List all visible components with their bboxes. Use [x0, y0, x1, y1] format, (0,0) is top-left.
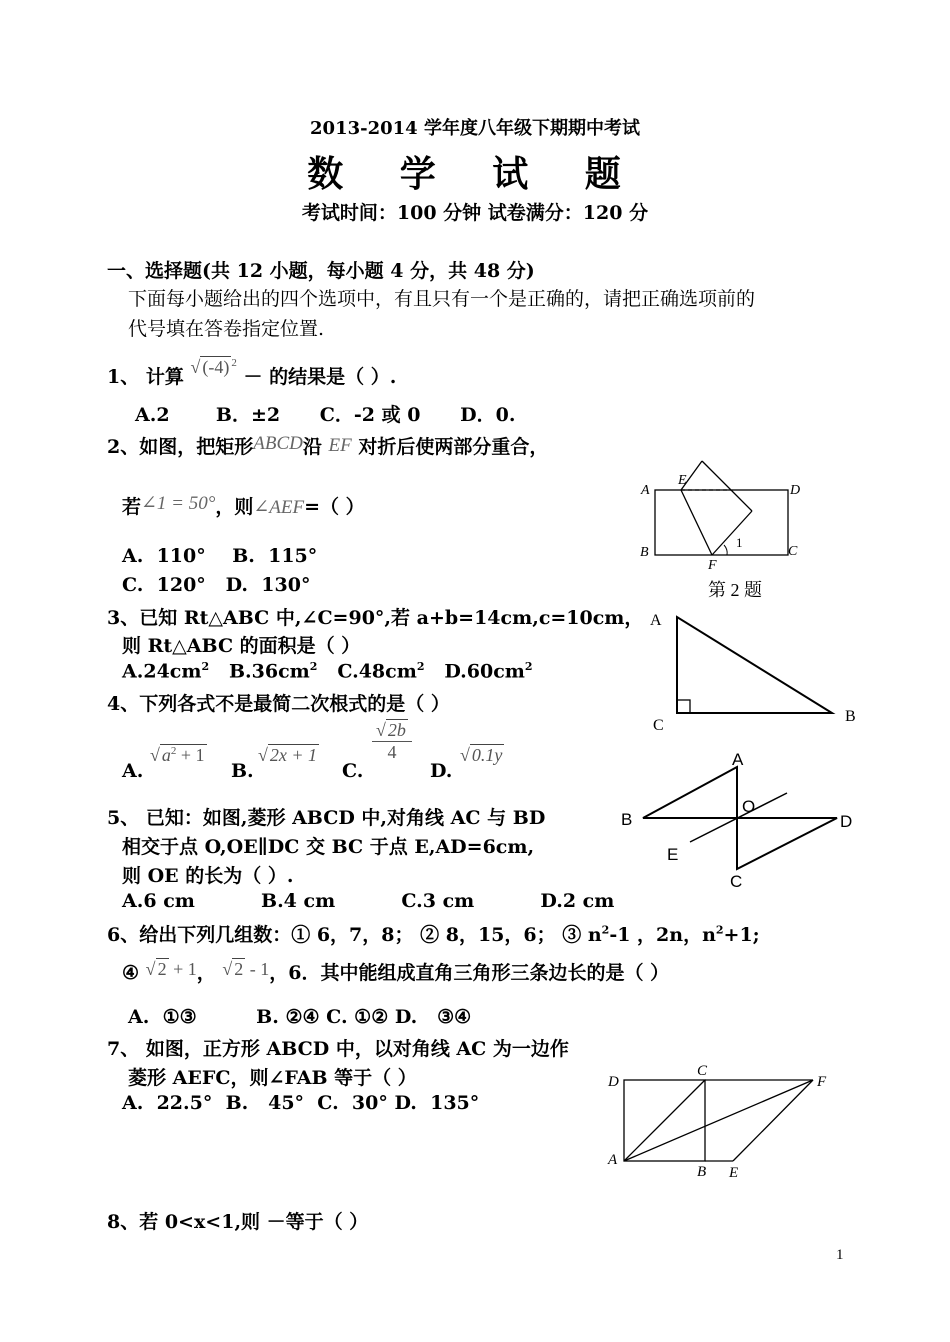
- q1-radical: √ (-4) $^2$: [190, 357, 237, 377]
- q5-label-o: O: [742, 797, 756, 816]
- q6-line2: ④ √ 2 + 1， √ 2 - 1，6．其中能组成直角三角形三条边长的是（ ）: [122, 959, 670, 984]
- q5-line3: 则 OE 的长为（ ）.: [122, 865, 294, 887]
- q2-label-c: C: [788, 544, 798, 559]
- q2-label-e: E: [678, 473, 687, 488]
- q2-condition: 若∠1 = 50°，则∠AEF=（ ）: [122, 493, 365, 518]
- q7-figure: [600, 1060, 845, 1185]
- q5-line2: 相交于点 O,OE∥DC 交 BC 于点 E,AD=6cm,: [122, 836, 535, 858]
- q5-label-b: B: [621, 810, 633, 829]
- q2-label-d: D: [790, 483, 801, 498]
- q5-options: A.6 cm B.4 cm C.3 cm D.2 cm: [122, 890, 615, 912]
- q8-stem: 8、若 0<x<1,则 －等于（ ）: [107, 1211, 369, 1233]
- q6-line1: 6、给出下列几组数：① 6，7，8； ② 8，15，6； ③ $n^2-1$ ，2n，$n^2+1$;: [107, 923, 760, 946]
- q2-label-a: A: [641, 483, 650, 498]
- page-number: 1: [836, 1247, 844, 1263]
- q2-options-1: A. 110° B. 115°: [122, 545, 318, 567]
- q3-figure: [640, 605, 870, 735]
- q5-label-a: A: [732, 750, 744, 769]
- q3-line2: 则 Rt△ABC 的面积是（ ）: [122, 635, 361, 657]
- q3-label-b: B: [845, 708, 856, 725]
- q7-options: A. 22.5° B. 45° C. 30° D. 135°: [122, 1092, 480, 1114]
- q4-option-a-label: A.: [122, 760, 144, 782]
- question-2: 2、如图，把矩形ABCD沿 EF 对折后使两部分重合，: [107, 433, 549, 458]
- q7-label-b: B: [697, 1164, 707, 1180]
- q6-root-plus: √ 2 + 1: [145, 959, 197, 979]
- page-title: 数 学 试 题: [307, 153, 643, 195]
- q4-option-d-expr: √ 0.1y: [460, 745, 503, 765]
- q4-option-a-expr: √ $a^2 + 1$: [150, 745, 205, 765]
- q2-label-angle1: 1: [736, 535, 743, 550]
- question-1: [107, 357, 397, 389]
- q5-line1: 5、 已知：如图,菱形 ABCD 中,对角线 AC 与 BD: [107, 807, 546, 829]
- q3-label-a: A: [650, 612, 662, 629]
- q4-option-c-label: C.: [342, 760, 364, 782]
- q1-prefix: 1、 计算: [107, 366, 184, 388]
- q6-root-minus: √ 2 - 1: [222, 959, 270, 979]
- q7-label-d: D: [608, 1074, 619, 1090]
- q2-label-b: B: [640, 545, 649, 560]
- q7-label-c: C: [697, 1063, 708, 1079]
- q2-figure-caption: 第 2 题: [708, 580, 762, 600]
- q3-label-c: C: [653, 717, 664, 734]
- q4-option-c-expr: √ 2b 4: [372, 720, 412, 763]
- q7-label-e: E: [729, 1165, 739, 1181]
- q7-label-f: F: [817, 1074, 827, 1090]
- q6-options: A. ①③ B. ②④ C. ①② D. ③④: [128, 1006, 472, 1028]
- q1-options: A.2 B．±2 C．-2 或 0 D．0.: [135, 404, 516, 426]
- q5-label-d: D: [840, 812, 853, 831]
- q4-option-b-expr: √ 2x + 1: [258, 745, 318, 765]
- q4-option-b-label: B.: [231, 760, 254, 782]
- q2-ef: EF: [328, 435, 352, 456]
- q2-figure: [630, 455, 820, 570]
- section-instruction-line2: 代号填在答卷指定位置.: [128, 318, 325, 340]
- q3-options: $A.24cm^2$ $B.36cm^2$ $C.48cm^2$ $D.60cm^2$: [122, 660, 533, 683]
- q4-option-d-label: D.: [430, 760, 453, 782]
- q3-line1: 3、已知 Rt△ABC 中,∠C=90°,若 a+b=14cm,c=10cm，: [107, 607, 644, 629]
- exam-subtitle: 2013-2014 学年度八年级下期期中考试: [310, 118, 640, 139]
- q2-options-2: C. 120° D. 130°: [122, 574, 311, 596]
- q5-label-e: E: [667, 845, 679, 864]
- q7-line2: 菱形 AEFC，则∠FAB 等于（ ）: [128, 1067, 417, 1089]
- section-heading: 一、选择题(共 12 小题，每小题 4 分，共 48 分): [107, 260, 535, 282]
- q1-suffix: － 的结果是（ ）.: [243, 366, 397, 388]
- q4-stem: 4、下列各式不是最简二次根式的是（ ）: [107, 693, 450, 715]
- section-instruction-line1: 下面每小题给出的四个选项中，有且只有一个是正确的，请把正确选项前的: [128, 288, 756, 310]
- q7-label-a: A: [608, 1152, 618, 1168]
- q5-figure: [615, 745, 865, 890]
- q2-abcd: ABCD: [253, 433, 303, 454]
- q2-label-f: F: [708, 558, 717, 570]
- q5-label-c: C: [730, 872, 743, 890]
- exam-info: 考试时间：100 分钟 试卷满分：120 分: [301, 202, 649, 224]
- q7-line1: 7、 如图，正方形 ABCD 中，以对角线 AC 为一边作: [107, 1038, 569, 1060]
